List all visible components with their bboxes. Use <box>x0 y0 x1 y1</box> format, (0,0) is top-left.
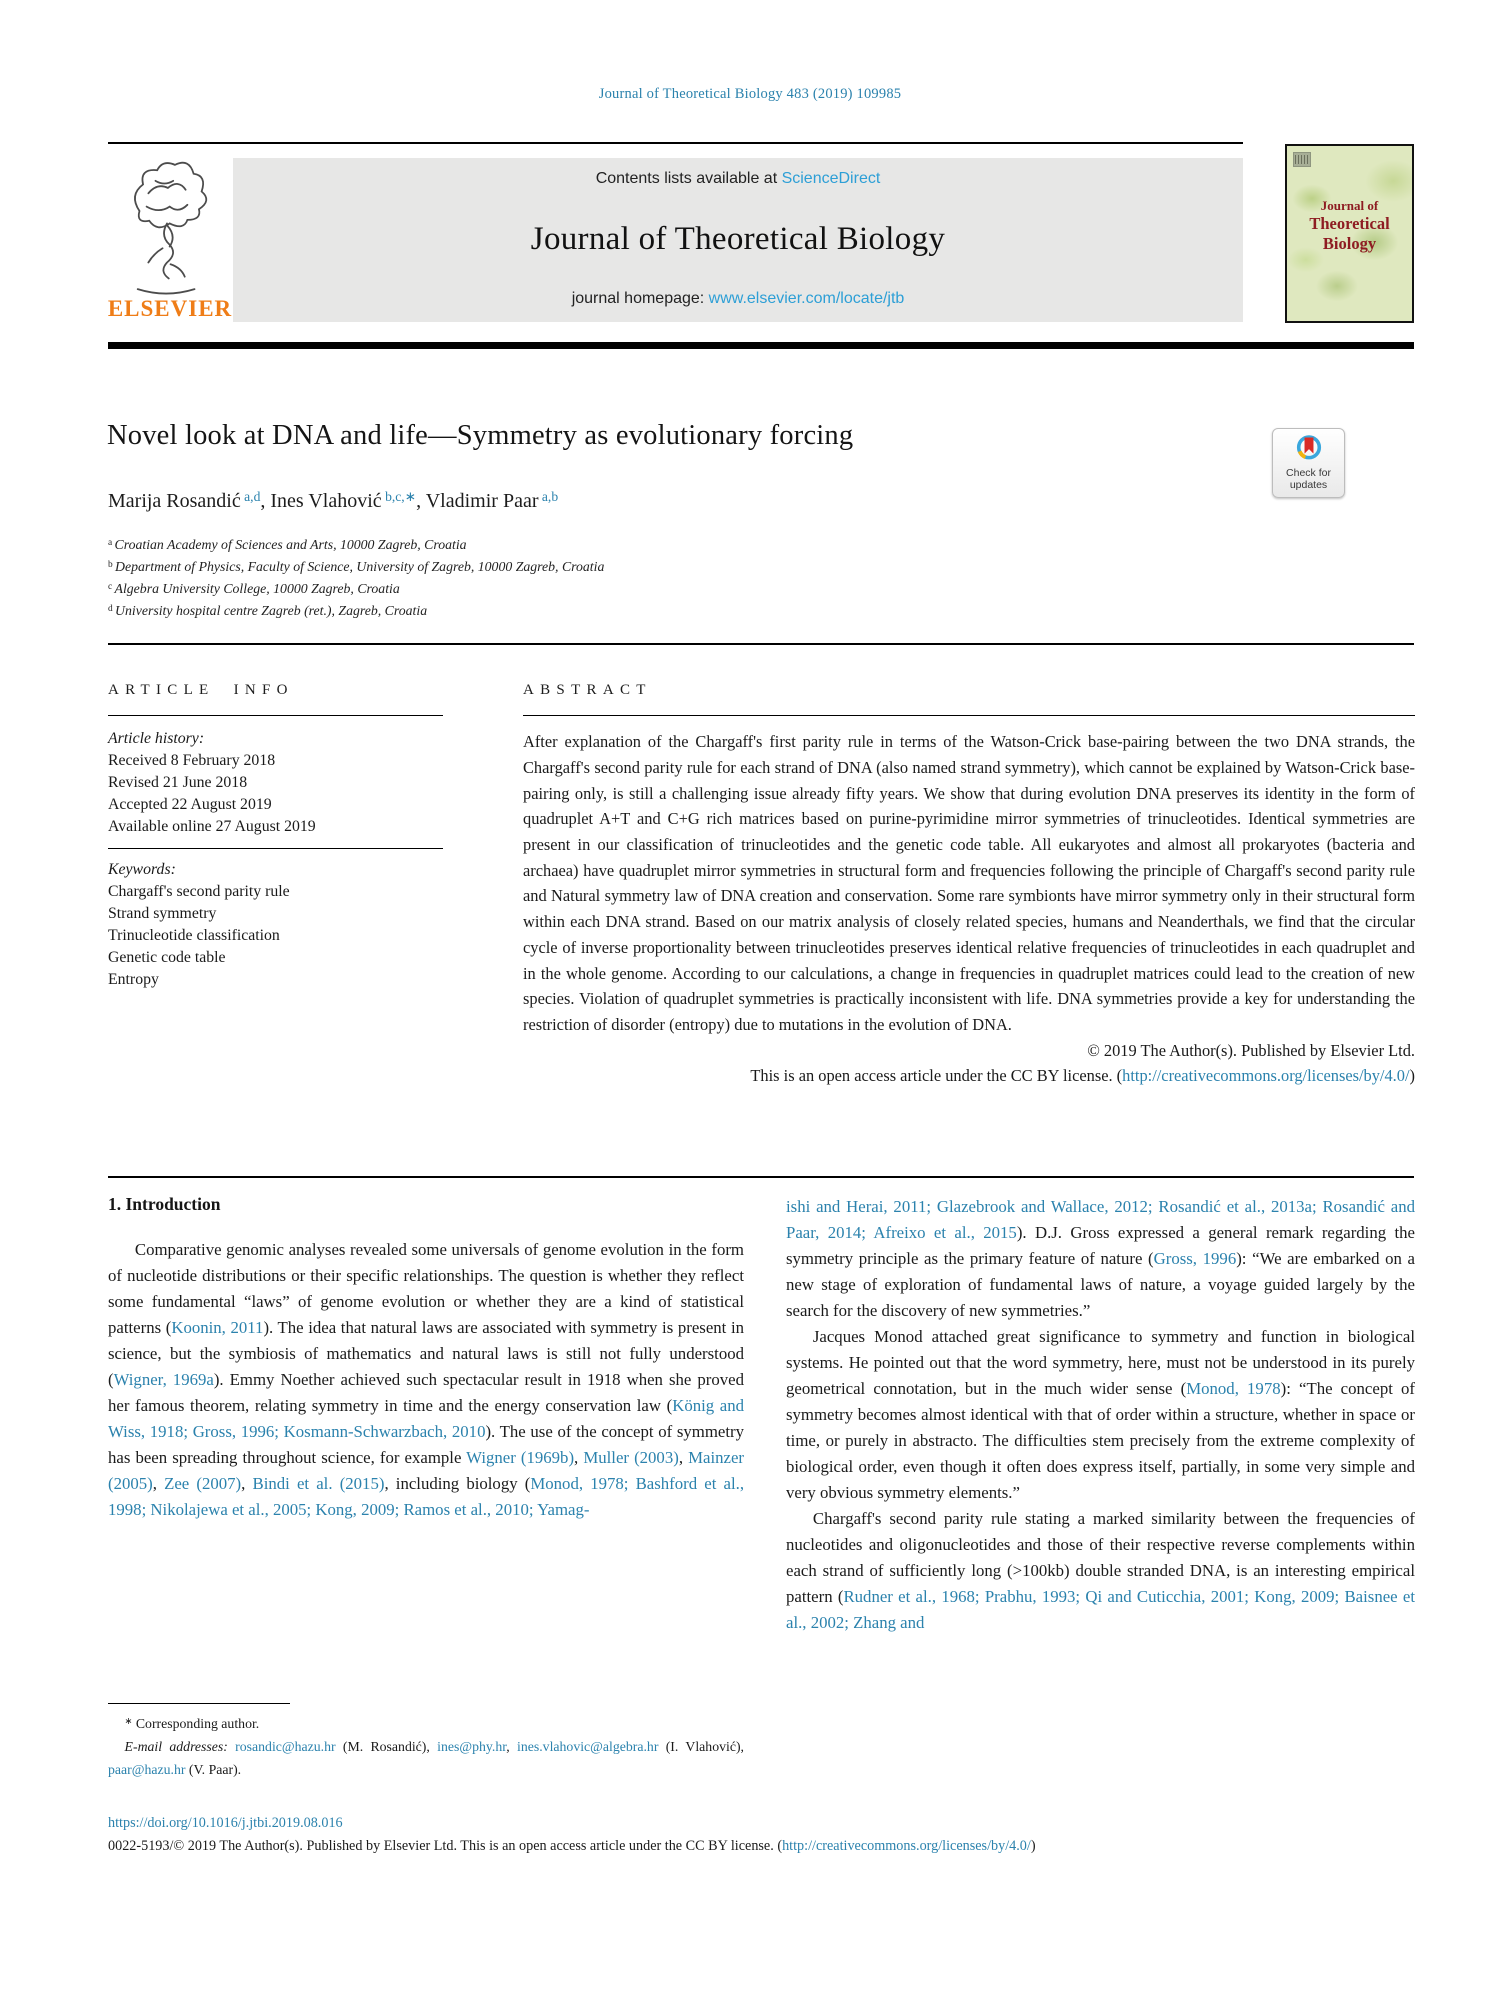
text-segment: Corresponding author. <box>132 1716 260 1732</box>
text-segment: Jacques Monod attached great significance to symmetry and function in biological systems. He pointed out that the word symmetry, here, must not be understood in its purely geometrical connotation, but in the much wider sense ( <box>786 1327 1415 1398</box>
abstract-rule <box>523 715 1415 716</box>
header-divider-bar <box>108 342 1414 349</box>
link[interactable]: ines@phy.hr <box>437 1739 507 1755</box>
page-footer <box>108 1812 1414 1858</box>
running-head: Journal of Theoretical Biology 483 (2019) 109985 <box>598 86 902 102</box>
affiliation-c <box>108 578 604 600</box>
text-segment: , <box>152 1474 165 1493</box>
keywords-label: Keywords: <box>108 861 176 879</box>
text-segment: This is an open access article under the CC BY license. ( <box>750 1066 1123 1086</box>
link[interactable]: Rudner et al., 1968; Prabhu, 1993; Qi and Cuticchia, 2001; Kong, 2009; Baisnee et al., 2002; Zhang and <box>786 1587 1415 1632</box>
link[interactable]: ishi and Herai, 2011; Glazebrook and Wallace, 2012; Rosandić et al., 2013a; Rosandić and Paar, 2014; Afreixo et al., 2015 <box>786 1197 1415 1242</box>
issn-copyright-line <box>108 1835 1414 1858</box>
text-segment: journal homepage: <box>571 290 709 307</box>
abstract-copyright: © 2019 The Author(s). Published by Elsevier Ltd. <box>1087 1040 1415 1060</box>
affiliation-a <box>108 534 604 556</box>
keywords-rule <box>108 848 443 849</box>
text-segment: , <box>678 1448 689 1467</box>
link[interactable]: König and Wiss, 1918; Gross, 1996; Kosmann-Schwarzbach, 2010 <box>108 1396 744 1441</box>
link[interactable]: rosandic@hazu.hr <box>235 1739 336 1755</box>
elsevier-tree-svg <box>104 156 230 298</box>
article-history <box>108 728 443 838</box>
cover-publisher-mark-icon <box>1293 152 1311 167</box>
header-top-rule <box>108 142 1243 144</box>
body-left-column <box>108 1194 744 1657</box>
journal-cover-thumbnail <box>1285 144 1414 323</box>
abstract-heading: ABSTRACT <box>523 682 652 698</box>
keyword-item: Chargaff's second parity rule <box>108 883 290 901</box>
history-available: Available online 27 August 2019 <box>108 818 316 836</box>
text-segment: Department of Physics, Faculty of Science, University of Zagreb, 10000 Zagreb, Croatia <box>115 559 605 574</box>
affiliation-b <box>108 556 604 578</box>
text-segment: ). D.J. Gross expressed a general remark regarding the symmetry principle as the primary feature of nature ( <box>786 1223 1415 1268</box>
link[interactable]: Koonin, 2011 <box>171 1318 264 1337</box>
footnote-block <box>108 1703 744 1781</box>
check-for-updates-icon <box>1291 433 1327 467</box>
text-segment: (V. Paar). <box>185 1762 242 1778</box>
text-segment: ): “The concept of symmetry becomes almost identical with that of order within a structure, whether in space or time, or purely in abstracto. The difficulties stem precisely from the extreme complexity of biological order, even though it often does express itself, partially, in some very simple and very obvious symmetry elements.” <box>786 1379 1415 1502</box>
link[interactable]: Wigner (1969b) <box>466 1448 575 1467</box>
info-abstract-top-rule <box>108 643 1414 645</box>
abstract-license-line <box>523 1063 1415 1089</box>
text-segment: ). The use of the concept of symmetry has been spreading throughout science, for example <box>108 1422 744 1467</box>
history-revised: Revised 21 June 2018 <box>108 774 248 792</box>
text-segment: Contents lists available at <box>595 170 782 187</box>
email-addresses-note <box>108 1735 744 1781</box>
keyword-item: Entropy <box>108 971 159 989</box>
check-for-updates-badge[interactable] <box>1272 428 1345 498</box>
text-segment: ). Emmy Noether achieved such spectacular result in 1918 when she proved her famous theorem, relating symmetry in time and the energy conservation law ( <box>108 1370 744 1415</box>
text-segment: , Ines Vlahović <box>260 490 382 512</box>
link[interactable]: Monod, 1978; Bashford et al., 1998; Nikolajewa et al., 2005; Kong, 2009; Ramos et al., 2010; Yamag- <box>108 1474 744 1519</box>
cover-title <box>1309 198 1389 254</box>
link[interactable]: Mainzer (2005) <box>108 1448 744 1493</box>
cover-title-line1: Journal of <box>1320 198 1379 213</box>
text-segment: ). The idea that natural laws are associated with symmetry is present in science, but the symbiosis of mathematics and natural laws is still not fully understood ( <box>108 1318 744 1389</box>
text-segment: Marija Rosandić <box>108 490 241 512</box>
link[interactable]: Monod, 1978 <box>1186 1379 1281 1398</box>
link[interactable]: http://creativecommons.org/licenses/by/4.0/ <box>782 1838 1031 1854</box>
link[interactable]: www.elsevier.com/locate/jtb <box>708 290 905 307</box>
link[interactable]: ScienceDirect <box>781 170 881 187</box>
text-segment: ) <box>1030 1838 1036 1854</box>
link[interactable]: Gross, 1996 <box>1153 1249 1237 1268</box>
link[interactable]: a,b <box>538 488 559 504</box>
body-right-column <box>786 1194 1415 1794</box>
check-for-updates-label: Check for updates <box>1286 467 1331 491</box>
body-paragraph <box>786 1506 1415 1636</box>
text-segment: a <box>108 537 115 548</box>
abstract-bottom-rule <box>108 1176 1414 1178</box>
text-segment: Chargaff's second parity rule stating a marked similarity between the frequencies of nucleotides and oligonucleotides and those of their respective reverse complements within each strand of sufficiently long (>100kb) double stranded DNA, is an interesting empirical pattern ( <box>786 1509 1415 1606</box>
text-segment: Croatian Academy of Sciences and Arts, 10000 Zagreb, Croatia <box>114 537 467 552</box>
text-segment: , <box>241 1474 253 1493</box>
text-segment: Algebra University College, 10000 Zagreb, Croatia <box>114 581 400 596</box>
journal-homepage-line <box>572 290 905 308</box>
article-info-rule <box>108 715 443 716</box>
link[interactable]: Zee (2007) <box>164 1474 242 1493</box>
text-segment: ∗ <box>124 1716 133 1727</box>
article-history-label: Article history: <box>108 730 205 748</box>
text-segment: Comparative genomic analyses revealed some universals of genome evolution in the form of nucleotide distributions or their specific relationships. The question is whether they reflect some fundamental “laws” of genome evolution or whether they are a kind of statistical patterns ( <box>108 1240 744 1337</box>
history-accepted: Accepted 22 August 2019 <box>108 796 272 814</box>
affiliation-list <box>108 534 604 622</box>
link[interactable]: ines.vlahovic@algebra.hr <box>517 1739 659 1755</box>
text-segment: E-mail addresses: <box>124 1739 236 1755</box>
body-paragraph <box>786 1194 1415 1324</box>
text-segment: c <box>108 581 115 592</box>
link[interactable]: Bindi et al. (2015) <box>252 1474 385 1493</box>
text-segment: , <box>506 1739 517 1755</box>
doi-link[interactable]: https://doi.org/10.1016/j.jtbi.2019.08.016 <box>108 1815 343 1831</box>
text-segment: University hospital centre Zagreb (ret.), Zagreb, Croatia <box>115 603 428 618</box>
link[interactable]: http://creativecommons.org/licenses/by/4.0/ <box>1122 1066 1410 1086</box>
link[interactable]: Muller (2003) <box>583 1448 679 1467</box>
text-segment: , <box>574 1448 584 1467</box>
text-segment: ) <box>1409 1066 1415 1086</box>
abstract-column <box>523 682 1415 1089</box>
cover-title-line2: Theoretical <box>1309 214 1390 233</box>
abstract-text: After explanation of the Chargaff's first parity rule in terms of the Watson-Crick base-pairing between the two DNA strands, the Chargaff's second parity rule for each strand of DNA (also named strand symmetry), which cannot be explained by Watson-Crick base-pairing only, is still a challenging issue already fifty years. We show that during evolution DNA preserves its identity in the form of quadruplet A+T and C+G rich matrices based on purine-pyrimidine mirror symmetries of trinucleotides. Identical symmetries are present in our classification of trinucleotides and the genetic code table. All eukaryotes and almost all prokaryotes (bacteria and archaea) have quadruplet mirror symmetries in structural form and frequencies following the principle of Chargaff's second parity rule and Natural symmetry law of DNA creation and conservation. Some rare symbionts have mirror symmetry only in their structural form within each DNA strand. Based on our matrix analysis of closely related species, humans and Neanderthals, we find that the circular cycle of inverse proportionality between trinucleotides preserves identical relative frequencies of trinucleotides in each quadruplet and in the whole genome. According to our calculations, a change in frequencies in quadruplet matrices could lead to the creation of new species. Violation of quadruplet symmetries is practically inconsistent with life. DNA symmetries provide a key for understanding the restriction of disorder (entropy) due to mutations in the evolution of DNA. <box>523 732 1415 1034</box>
link[interactable]: Wigner, 1969a <box>113 1370 214 1389</box>
elsevier-wordmark: ELSEVIER <box>107 296 233 321</box>
text-segment: , including biology ( <box>384 1474 531 1493</box>
body-paragraph <box>786 1324 1415 1506</box>
cover-title-line3: Biology <box>1322 234 1377 253</box>
affiliation-d <box>108 600 604 622</box>
corresponding-author-note <box>108 1712 744 1735</box>
journal-header-box <box>233 158 1243 322</box>
text-segment: ): “We are embarked on a new stage of exploration of fundamental laws of nature, a voyage guided largely by the search for the discovery of new symmetries.” <box>786 1249 1415 1320</box>
intro-paragraph <box>108 1237 744 1657</box>
keyword-item: Strand symmetry <box>108 905 217 923</box>
section-heading-introduction: 1. Introduction <box>108 1194 221 1214</box>
text-segment: , Vladimir Paar <box>416 490 539 512</box>
elsevier-tree-icon <box>104 156 230 298</box>
keyword-item: Trinucleotide classification <box>108 927 280 945</box>
text-segment: b <box>108 559 116 570</box>
author-list <box>108 490 558 513</box>
journal-title: Journal of Theoretical Biology <box>530 220 946 257</box>
text-segment: (M. Rosandić), <box>335 1739 438 1755</box>
contents-line <box>596 170 881 188</box>
article-info-column <box>108 682 443 991</box>
article-title: Novel look at DNA and life—Symmetry as evolutionary forcing <box>107 420 854 451</box>
history-received: Received 8 February 2018 <box>108 752 276 770</box>
text-segment: d <box>108 603 116 614</box>
keyword-item: Genetic code table <box>108 949 226 967</box>
footnote-rule <box>108 1703 290 1704</box>
text-segment: 0022-5193/© 2019 The Author(s). Published by Elsevier Ltd. This is an open access article under the CC BY license. ( <box>108 1838 783 1854</box>
article-info-heading: ARTICLE INFO <box>108 682 294 698</box>
text-segment: (I. Vlahović), <box>658 1739 744 1755</box>
link[interactable]: a,d <box>240 488 261 504</box>
keywords-block <box>108 859 443 991</box>
link[interactable]: paar@hazu.hr <box>108 1762 186 1778</box>
link[interactable]: b,c,∗ <box>381 488 417 504</box>
